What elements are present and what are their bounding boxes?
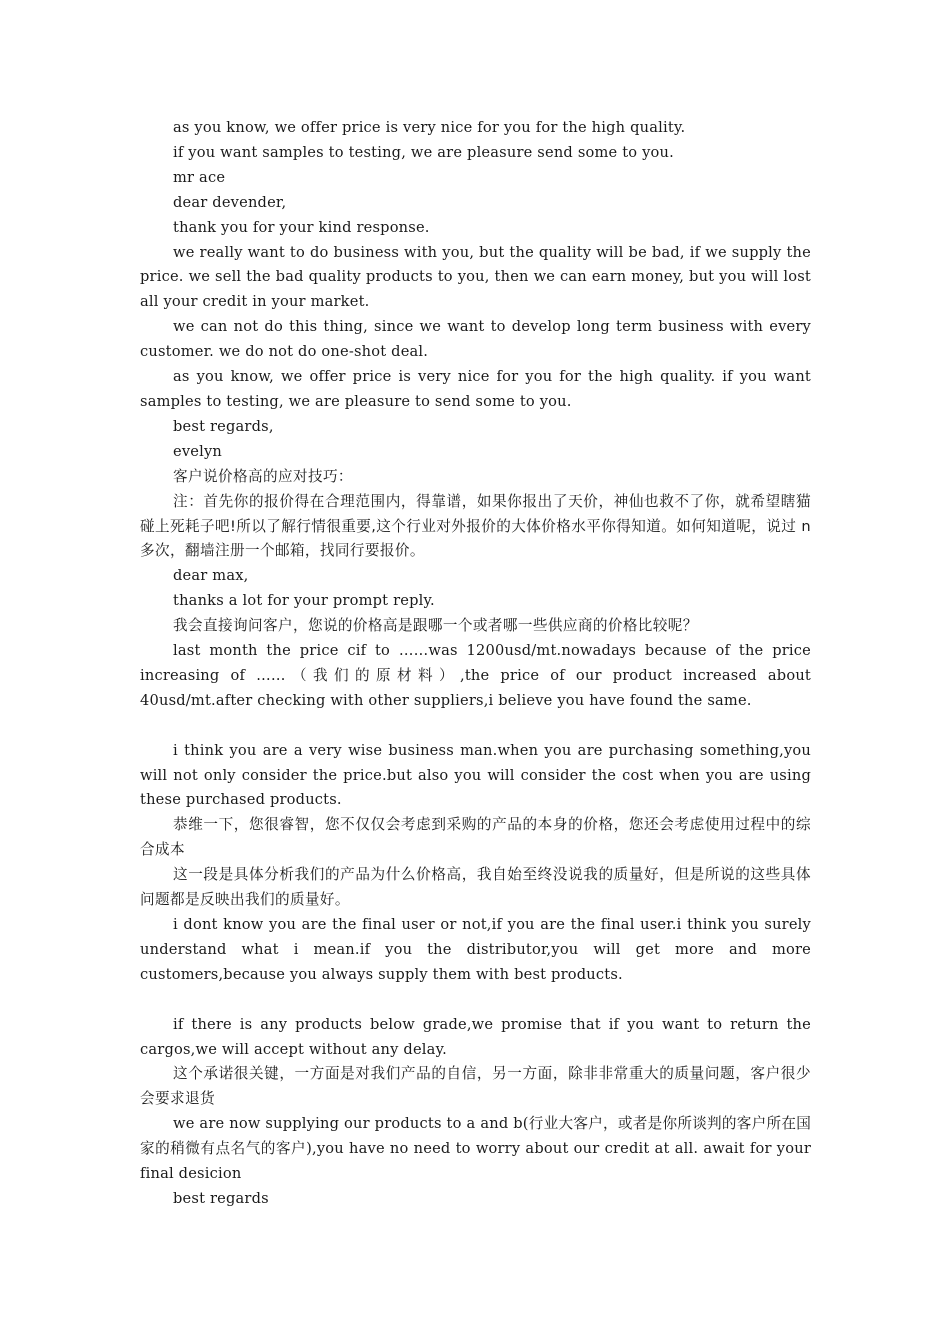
paragraph: 我会直接询问客户，您说的价格高是跟哪一个或者哪一些供应商的价格比较呢？ [173,617,698,635]
paragraph: thanks a lot for your prompt reply. [173,592,435,610]
paragraph: last month the price cif to ……was 1200usd/mt.nowadays because of the price increasing of ……（我们的原材料）,the price of our product increased about 40usd/mt.after checking with other suppliers,i believe you have found the same. [140,642,811,709]
blank-line [140,714,811,739]
paragraph: dear devender, [173,193,287,211]
paragraph: we really want to do business with you, but the quality will be bad, if we supply the price. we sell the bad quality products to you, then we can earn money, but you will lost all your credit in your market. [140,243,811,311]
paragraph: best regards, [173,417,274,435]
paragraph: as you know, we offer price is very nice for you for the high quality. if you want samples to testing, we are pleasure to send some to you. [140,368,811,410]
paragraph: we can not do this thing, since we want to develop long term business with every customer. we do not do one-shot deal. [140,318,811,361]
paragraph: evelyn [173,442,223,460]
paragraph: we are now supplying our products to a and b(行业大客户，或者是你所谈判的客户所在国家的稍微有点名气的客户),you have no need to worry about our credit at all. await for your final desicion [140,1115,811,1183]
paragraph: mr ace [173,168,226,186]
paragraph: i think you are a very wise business man.when you are purchasing something,you will not only consider the price.but also you will consider the cost when you are using these purchased products. [140,741,811,809]
paragraph: 这个承诺很关键，一方面是对我们产品的自信，另一方面，除非非常重大的质量问题，客户很少会要求退货 [140,1065,811,1108]
paragraph: i dont know you are the final user or not,if you are the final user.i think you surely understand what i mean.if you the distributor,you will get more and more customers,because you always supply them with best products. [140,915,811,983]
paragraph: if you want samples to testing, we are pleasure send some to you. [173,143,674,161]
paragraph: 恭维一下，您很睿智，您不仅仅会考虑到采购的产品的本身的价格，您还会考虑使用过程中的综合成本 [140,816,811,859]
paragraph: thank you for your kind response. [173,218,430,236]
paragraph: as you know, we offer price is very nice for you for the high quality. [173,119,686,136]
section-heading: 客户说价格高的应对技巧： [173,467,353,485]
paragraph: dear max, [173,567,249,585]
paragraph: 注：首先你的报价得在合理范围内，得靠谱，如果你报出了天价，神仙也救不了你，就希望瞎猫碰上死耗子吧!所以了解行情很重要,这个行业对外报价的大体价格水平你得知道。如何知道呢，说过 n 多次，翻墙注册一个邮箱，找同行要报价。 [140,492,811,560]
paragraph: best regards [173,1189,269,1207]
blank-line [140,988,811,1013]
paragraph: 这一段是具体分析我们的产品为什么价格高，我自始至终没说我的质量好，但是所说的这些具体问题都是反映出我们的质量好。 [140,866,811,909]
paragraph: if there is any products below grade,we promise that if you want to return the cargos,we will accept without any delay. [140,1015,811,1058]
document-body [140,116,811,1212]
